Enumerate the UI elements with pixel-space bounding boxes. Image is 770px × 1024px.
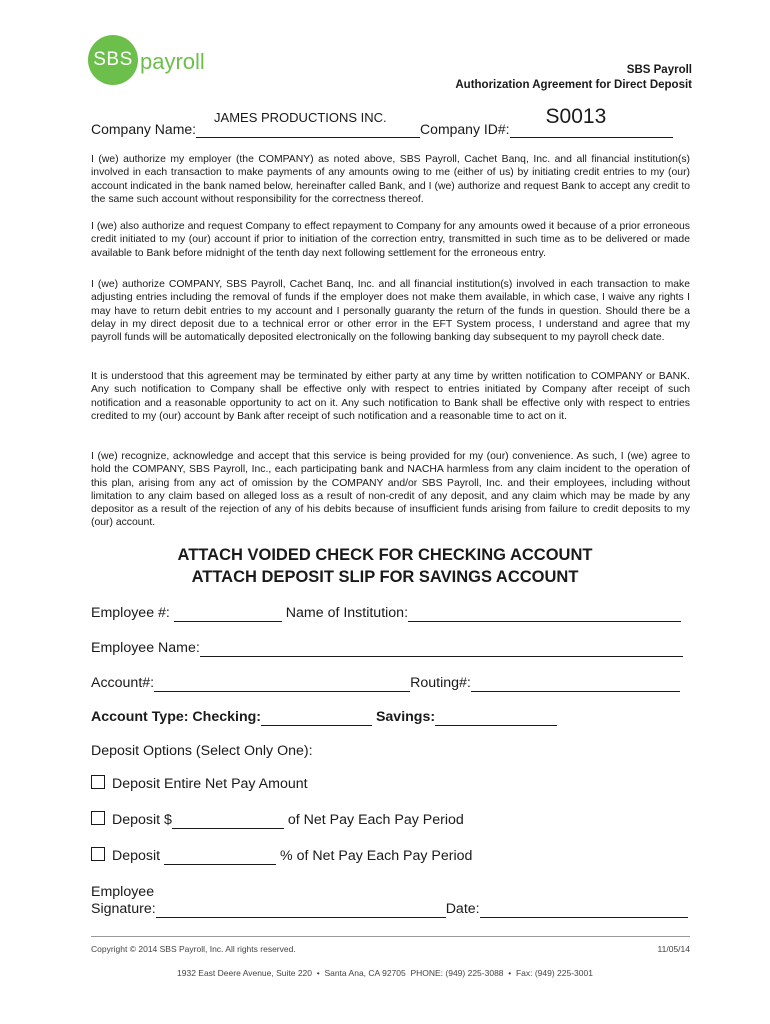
institution-label: Name of Institution:	[285, 605, 409, 621]
option-entire-label: Deposit Entire Net Pay Amount	[112, 776, 308, 792]
attach-savings-heading: ATTACH DEPOSIT SLIP FOR SAVINGS ACCOUNT	[191, 568, 579, 586]
revision-date: 11/05/14	[657, 944, 690, 954]
routing-label: Routing#:	[410, 675, 471, 691]
date-field[interactable]	[480, 901, 688, 918]
copyright: Copyright © 2014 SBS Payroll, Inc. All rights reserved.	[91, 944, 296, 954]
paragraph-authorize: I (we) authorize my employer (the COMPANY) as noted above, SBS Payroll, Cachet Banq, Inc. and all financial institution(s) involved in each transaction to make payments of any amounts owing to me (either of us) by initiating credit entries to my (our) account indicated in the bank named below, hereinafter called Bank, and I (we) authorize and request Bank to accept any credit to the same such account without responsibility for the correctness thereof.	[91, 154, 690, 205]
account-field[interactable]	[154, 675, 410, 692]
deposit-options-label: Deposit Options (Select Only One):	[91, 743, 313, 759]
employee-name-row	[91, 640, 683, 657]
company-row	[91, 105, 673, 138]
option-dollar-checkbox[interactable]	[91, 811, 105, 825]
logo-wordmark: payroll	[140, 49, 205, 74]
footer-divider	[91, 936, 690, 937]
paragraph-termination: It is understood that this agreement may be terminated by either party at any time by written notification to COMPANY or BANK. Any such notification to Company shall be effective only with respect to entries initiated by Company after receipt of such notification and a reasonable opportunity to act on it. Any such notification to Bank shall be effective only with respect to entries credited to my (our) account by Bank after receipt of such notification and a reasonable time to act on it.	[91, 371, 690, 422]
company-name-value: JAMES PRODUCTIONS INC.	[214, 110, 387, 125]
option-dollar-label: Deposit $	[112, 812, 172, 828]
employee-number-row	[91, 605, 681, 622]
option-entire-row	[91, 775, 308, 792]
footer-address: 1932 East Deere Avenue, Suite 220 • Santa Ana, CA 92705 PHONE: (949) 225-3088 • Fax: (949) 225-3001	[177, 968, 593, 978]
signature-label: Signature:	[91, 901, 156, 917]
company-name-label: Company Name:	[91, 121, 197, 137]
option-percent-suffix: % of Net Pay Each Pay Period	[280, 848, 473, 864]
employee-name-label: Employee Name:	[91, 640, 200, 656]
savings-label: Savings:	[375, 709, 436, 725]
employee-name-field[interactable]	[200, 640, 683, 657]
signature-label-top: Employee	[91, 884, 155, 900]
company-id-label: Company ID#:	[420, 121, 510, 137]
option-dollar-row	[91, 811, 464, 829]
header-company: SBS Payroll	[626, 64, 692, 76]
employee-number-label: Employee #:	[91, 605, 170, 621]
employee-number-field[interactable]	[174, 605, 282, 622]
signature-row	[91, 901, 688, 918]
checking-label: Account Type: Checking:	[91, 709, 261, 725]
paragraph-adjusting: I (we) authorize COMPANY, SBS Payroll, Cachet Banq, Inc. and all financial institution(s) involved in each transaction to make adjusting entries including the removal of funds if the employer does not make them available, in which case, I waive any rights I may have to return debit entries to my account and I personally guaranty the return of the funds in question. Should there be a delay in my direct deposit due to a technical error or other error in the EFT System process, I understand and agree that my payroll funds will be automatically deposited electronically on the following banking day subsequent to my payroll check date.	[91, 279, 690, 344]
company-id-value: S0013	[545, 105, 607, 128]
company-id-field[interactable]	[510, 105, 673, 138]
option-percent-row	[91, 847, 472, 865]
paragraph-indemnity: I (we) recognize, acknowledge and accept that this service is being provided for my (our) convenience. As such, I (we) agree to hold the COMPANY, SBS Payroll, Inc., each participating bank and NACHA harmless from any claim incident to the operation of this plan, arising from any act of omission by the COMPANY and/or SBS Payroll, Inc. and their employees, including without limitation to any claim based on alleged loss as a result of non-credit of any deposit, and any claim which may be made by any depositor as a result of the rejection of any of his debits because of insufficient funds arising from failure to credit deposits to my (our) account.	[91, 451, 690, 529]
company-name-field[interactable]	[196, 110, 420, 138]
logo-badge: SBS	[88, 35, 138, 85]
routing-field[interactable]	[471, 675, 680, 692]
account-type-row	[91, 709, 557, 726]
institution-field[interactable]	[408, 605, 681, 622]
attach-checking-heading: ATTACH VOIDED CHECK FOR CHECKING ACCOUNT	[177, 546, 593, 564]
date-label: Date:	[445, 901, 480, 917]
checking-field[interactable]	[261, 709, 372, 726]
option-percent-checkbox[interactable]	[91, 847, 105, 861]
savings-field[interactable]	[435, 709, 557, 726]
paragraph-repayment: I (we) also authorize and request Company to effect repayment to Company for any amounts owed it because of a prior erroneous credit initiated to my (our) account if prior to initiation of the correction entry, transmitted in such time as to be delivered or made available to Bank before midnight of the tenth day next following settlement for the erroneous entry.	[91, 221, 690, 259]
account-label: Account#:	[91, 675, 155, 691]
option-percent-label: Deposit	[112, 848, 161, 864]
option-percent-field[interactable]	[164, 848, 276, 865]
signature-field[interactable]	[156, 901, 446, 918]
option-dollar-amount-field[interactable]	[172, 812, 284, 829]
account-row	[91, 675, 680, 692]
option-entire-checkbox[interactable]	[91, 775, 105, 789]
header-form-title: Authorization Agreement for Direct Deposit	[455, 79, 692, 91]
option-dollar-suffix: of Net Pay Each Pay Period	[287, 812, 464, 828]
